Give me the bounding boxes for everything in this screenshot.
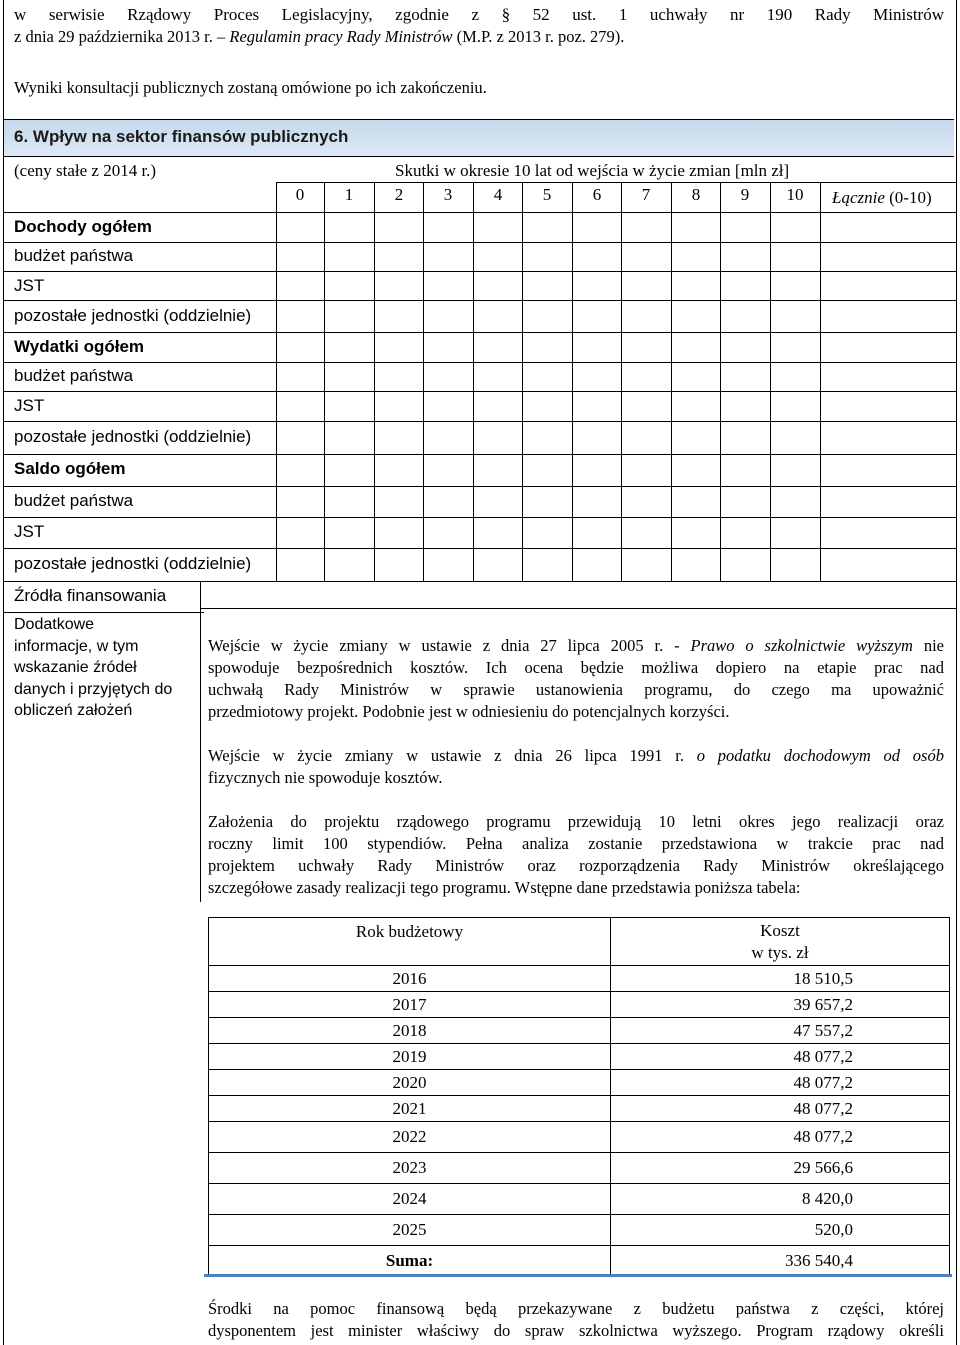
fin-row-label: pozostałe jednostki (oddzielnie): [14, 427, 252, 446]
budget-cost: 48 077,2: [611, 1122, 950, 1153]
grid-hline: [4, 581, 956, 582]
grid-hline: [4, 486, 956, 487]
additional-info-label: [14, 614, 172, 722]
closing-line-2: dysponentem jest minister właściwy do spraw szkolnictwa wyższego. Program rządowy określi: [208, 1321, 944, 1340]
budget-row: [209, 1018, 950, 1044]
budget-cost: 39 657,2: [611, 992, 950, 1018]
year-header-10: 10: [786, 185, 804, 204]
grid-hline: [4, 454, 956, 455]
total-prefix: Łącznie: [832, 188, 885, 207]
budget-year: 2025: [209, 1215, 611, 1246]
budget-sum-value: 336 540,4: [611, 1246, 950, 1277]
budget-cost: 47 557,2: [611, 1018, 950, 1044]
grid-hline: [4, 332, 956, 333]
budget-year: 2024: [209, 1184, 611, 1215]
grid-vline: [820, 182, 821, 581]
closing-line-1: Środki na pomoc finansową będą przekazywane z budżetu państwa z części, której: [208, 1299, 944, 1318]
info-p1-line-1: [208, 635, 944, 657]
fin-row-label: JST: [14, 522, 45, 541]
budget-table-rule: [204, 1274, 952, 1277]
info-p3-line-3: projektem uchwały Rady Ministrów oraz rozporządzenia Rady Ministrów określającego: [208, 856, 944, 875]
info-p2-text-a: Wejście w życie zmiany w ustawie z dnia 26 lipca 1991 r.: [208, 746, 697, 765]
grid-hline: [4, 391, 956, 392]
budget-year: 2017: [209, 992, 611, 1018]
info-paragraph-2: [208, 745, 944, 789]
budget-sum-label: Suma:: [209, 1246, 611, 1277]
fin-row-label: budżet państwa: [14, 491, 134, 510]
additional-info-line: informacje, w tym: [14, 637, 139, 655]
budget-row: [209, 1153, 950, 1184]
col-year-label: Rok budżetowy: [355, 922, 464, 941]
info-p1-text-a: Wejście w życie zmiany w ustawie z dnia 27 lipca 2005 r. -: [208, 636, 691, 655]
info-p2-line-1: [208, 745, 944, 767]
year-header-5: 5: [542, 185, 552, 204]
budget-cost: 29 566,6: [611, 1153, 950, 1184]
fin-row-label: Dochody ogółem: [14, 217, 152, 236]
budget-year: 2020: [209, 1070, 611, 1096]
grid-hline: [276, 182, 956, 183]
info-p1-line-4: przedmiotowy projekt. Podobnie jest w odniesieniu do potencjalnych korzyści.: [208, 702, 730, 721]
budget-year: 2016: [209, 966, 611, 992]
info-paragraph-1: [208, 635, 944, 723]
year-header-2: 2: [394, 185, 404, 204]
grid-vline: [572, 182, 573, 581]
intro-line-2: [14, 26, 944, 48]
budget-cost: 18 510,5: [611, 966, 950, 992]
additional-info-line: wskazanie źródeł: [14, 659, 137, 676]
grid-vline: [522, 182, 523, 581]
grid-vline: [720, 182, 721, 581]
info-p1-text-b: nie: [912, 636, 944, 655]
grid-vline: [473, 182, 474, 581]
budget-year: 2022: [209, 1122, 611, 1153]
year-header-7: 7: [641, 185, 651, 204]
budget-row: [209, 1122, 950, 1153]
info-p1-italic: Prawo o szkolnictwie wyższym: [690, 636, 913, 655]
additional-info-line: Dodatkowe: [14, 616, 95, 633]
closing-paragraph: [208, 1298, 944, 1342]
year-header-6: 6: [592, 185, 602, 204]
budget-row: [209, 1096, 950, 1122]
budget-year: 2019: [209, 1044, 611, 1070]
fin-row-label: JST: [14, 396, 45, 415]
col-cost-label-1: Koszt: [760, 920, 800, 940]
prices-note: (ceny stałe z 2014 r.): [14, 161, 157, 180]
budget-row: [209, 1215, 950, 1246]
grid-hline: [4, 300, 956, 301]
fin-row-label: Saldo ogółem: [14, 459, 126, 478]
intro-line-2-italic: Regulamin pracy Rady Ministrów: [229, 27, 453, 46]
grid-hline: [200, 608, 956, 609]
col-cost-header: [611, 918, 950, 966]
fin-row-label: Wydatki ogółem: [14, 337, 145, 356]
info-p2-line-2: fizycznych nie spowoduje kosztów.: [208, 768, 443, 787]
budget-cost: 520,0: [611, 1215, 950, 1246]
grid-vline: [770, 182, 771, 581]
info-p1-line-3: uchwałą Rady Ministrów w sprawie ustanowienia programu, do czego ma upoważnić: [208, 680, 944, 699]
info-p1-line-2: spowoduje bezpośrednich kosztów. Ich ocena będzie możliwa dopiero na etapie prac nad: [208, 658, 944, 677]
grid-vline: [276, 182, 277, 581]
budget-row: [209, 1070, 950, 1096]
grid-vline: [324, 182, 325, 581]
budget-cost: 48 077,2: [611, 1096, 950, 1122]
budget-table: [208, 917, 950, 1277]
section-header: [4, 119, 954, 157]
year-header-1: 1: [344, 185, 354, 204]
total-suffix: (0-10): [884, 188, 932, 207]
budget-row: [209, 992, 950, 1018]
consultation-note: Wyniki konsultacji publicznych zostaną omówione po ich zakończeniu.: [14, 78, 487, 97]
grid-vline: [374, 182, 375, 581]
budget-cost: 8 420,0: [611, 1184, 950, 1215]
budget-cost: 48 077,2: [611, 1070, 950, 1096]
grid-hline: [4, 212, 956, 213]
grid-hline: [4, 271, 956, 272]
intro-line-2-prefix: z dnia 29 października 2013 r. –: [14, 27, 230, 46]
year-header-8: 8: [691, 185, 701, 204]
year-header-9: 9: [740, 185, 750, 204]
budget-row: [209, 1044, 950, 1070]
fin-row-label: pozostałe jednostki (oddzielnie): [14, 554, 252, 573]
grid-hline: [4, 421, 956, 422]
grid-hline: [4, 517, 956, 518]
budget-year: 2018: [209, 1018, 611, 1044]
section-title: 6. Wpływ na sektor finansów publicznych: [14, 127, 349, 146]
budget-row: [209, 966, 950, 992]
budget-header-row: [209, 918, 950, 966]
fin-row-label: pozostałe jednostki (oddzielnie): [14, 306, 252, 325]
col-cost-label-2: w tys. zł: [751, 942, 809, 962]
total-column-header: [832, 187, 932, 209]
info-p3-line-4: szczegółowe zasady realizacji tego programu. Wstępne dane przedstawia poniższa tabela:: [208, 878, 801, 897]
fin-row-label: JST: [14, 276, 45, 295]
grid-hline: [4, 548, 956, 549]
year-header-0: 0: [295, 185, 305, 204]
grid-vline: [423, 182, 424, 581]
grid-hline: [4, 242, 956, 243]
grid-vline: [621, 182, 622, 581]
additional-info-line: danych i przyjętych do: [14, 680, 173, 698]
budget-cost: 48 077,2: [611, 1044, 950, 1070]
effects-header: Skutki w okresie 10 lat od wejścia w życie zmian [mln zł]: [395, 161, 790, 180]
sources-label: Źródła finansowania: [14, 586, 167, 605]
year-header-4: 4: [493, 185, 503, 204]
grid-vline: [200, 612, 201, 902]
info-p3-line-1: Założenia do projektu rządowego programu przewidują 10 letni okres jego realizacji oraz: [208, 812, 944, 831]
grid-vline: [671, 182, 672, 581]
budget-row: [209, 1184, 950, 1215]
fin-row-label: budżet państwa: [14, 366, 134, 385]
info-p3-line-2: roczny limit 100 stypendiów. Pełna analiza zostanie przedstawiona w trakcie prac nad: [208, 834, 944, 853]
year-header-3: 3: [443, 185, 453, 204]
budget-year: 2023: [209, 1153, 611, 1184]
info-p2-italic: o podatku dochodowym od osób: [696, 746, 944, 765]
intro-line-1: w serwisie Rządowy Proces Legislacyjny, zgodnie z § 52 ust. 1 uchwały nr 190 Rady Ministrów: [14, 5, 944, 24]
col-year-header: [209, 918, 611, 966]
grid-hline: [4, 362, 956, 363]
grid-hline: [4, 612, 204, 613]
additional-info-line: obliczeń założeń: [14, 702, 133, 719]
budget-sum-row: [209, 1246, 950, 1277]
fin-row-label: budżet państwa: [14, 246, 134, 265]
budget-year: 2021: [209, 1096, 611, 1122]
info-paragraph-3: [208, 811, 944, 899]
intro-line-2-suffix: (M.P. z 2013 r. poz. 279).: [452, 27, 625, 46]
